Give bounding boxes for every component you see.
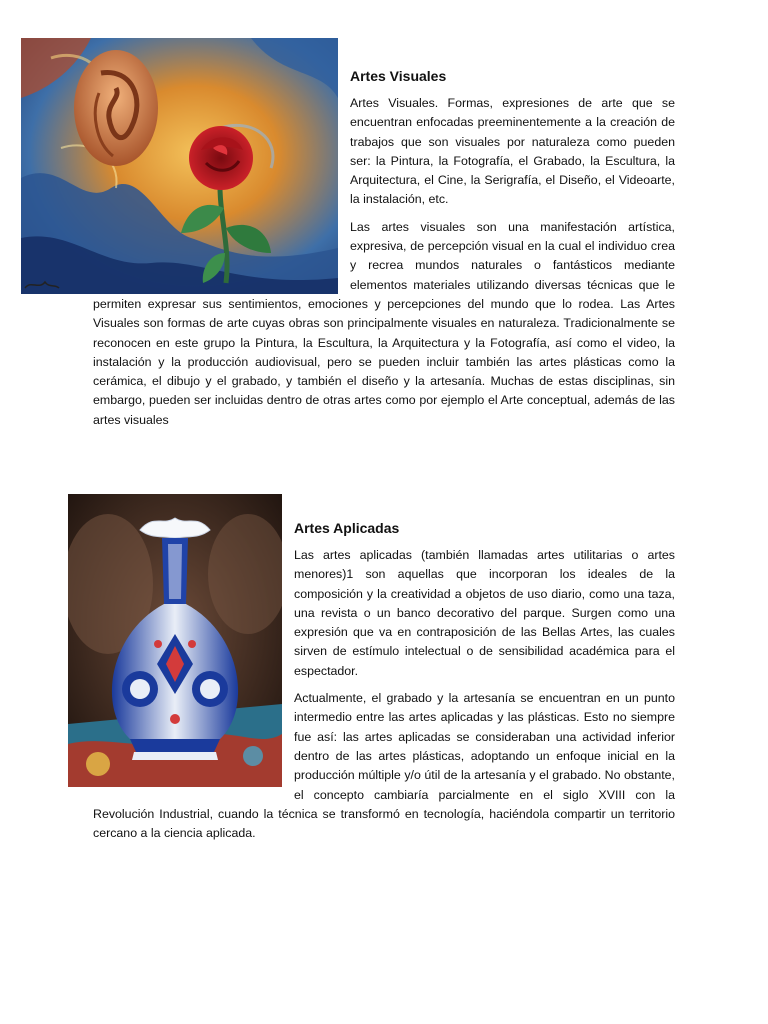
artes-aplicadas-paragraph-2: Actualmente, el grabado y la artesanía se encuentran en un punto intermedio entre las artes aplicadas y las plásticas. Esto no siempre fue así: las artes aplicadas se consideraban una actividad inferior dentro de las artes plásticas, adoptando un enfoque inicial en la producción múltiple y/o útil de la artesanía y el grabado. No obstante, el concepto cambiaría parcialmente en el siglo XVIII con la Revolución Industrial, cuando la técnica se transformó en tecnología, haciéndola compartir un territorio cercano a la ciencia aplicada. [93, 691, 675, 841]
artes-visuales-title: Artes Visuales [350, 68, 447, 84]
artes-aplicadas-paragraph-1: Las artes aplicadas (también llamadas artes utilitarias o artes menores)1 son aquellas que incorporan los ideales de la composición y la creatividad a objetos de uso diario, como una taza, una revista o un banco decorativo del parque. Surgen como una expresión que va en contraposición de las Bellas Artes, las cuales sirven de estímulo intelectual o de sensibilidad académica para el espectador. [294, 548, 675, 678]
artes-visuales-paragraph-1: Artes Visuales. Formas, expresiones de arte que se encuentran enfocadas preeminentemente a la creación de trabajos que son visuales por naturaleza como pueden ser: la Pintura, la Fotografía, el Grabado, la Escultura, la Arquitectura, el Cine, la Serigrafía, el Diseño, el Videoarte, la instalación, etc. [350, 96, 675, 207]
artes-aplicadas-text-column [93, 494, 675, 851]
artes-aplicadas-title: Artes Aplicadas [294, 520, 400, 536]
artes-visuales-text-column [93, 38, 675, 438]
painting-ear-rose-image [21, 38, 338, 294]
artes-visuales-paragraph-2: Las artes visuales son una manifestación artística, expresiva, de percepción visual en la cual el individuo crea y recrea mundos naturales o fantásticos mediante elementos materiales utilizando diversas técnicas que le permiten expresar sus sentimientos, emociones y percepciones del mundo que lo rodea. Las Artes Visuales son formas de arte cuyas obras son principalmente visuales en naturaleza. Tradicionalmente se reconocen en este grupo la Pintura, la Escultura, la Arquitectura y la Fotografía, así como el video, la instalación y la producción audiovisual, pero se pueden incluir también las artes plásticas como la cerámica, el dibujo y el grabado, y también el diseño y la artesanía. Muchas de estas disciplinas, sin embargo, pueden ser incluidas dentro de otras artes como por ejemplo el Arte conceptual, además de las artes visuales [93, 219, 675, 427]
decorated-vase-image [68, 494, 282, 787]
